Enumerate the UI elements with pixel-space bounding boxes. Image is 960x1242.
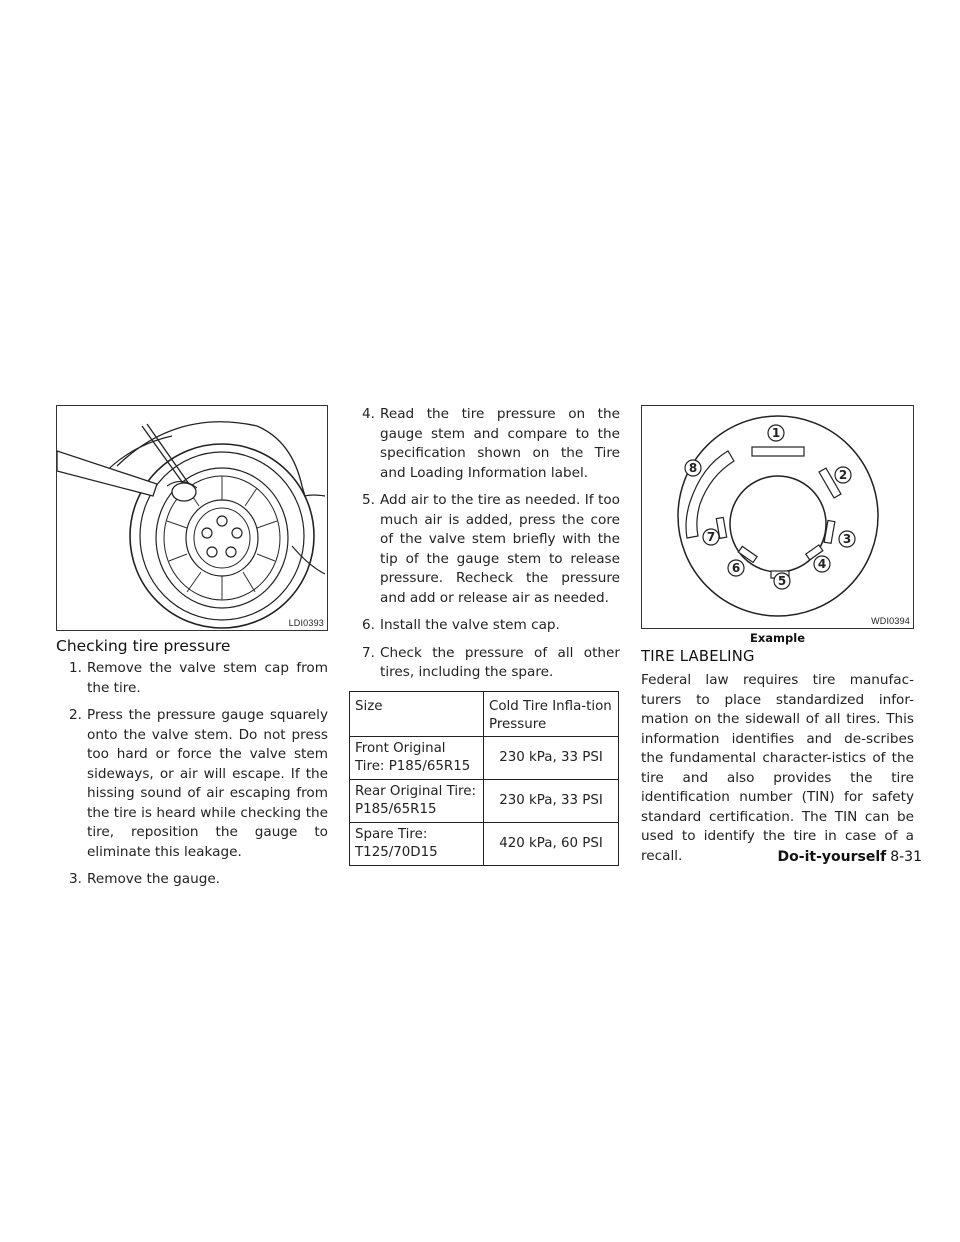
label-2: 2 bbox=[838, 468, 848, 482]
table-header-row bbox=[350, 691, 619, 736]
label-3: 3 bbox=[842, 532, 852, 546]
figure-code: LDI0393 bbox=[288, 618, 324, 628]
steps-list-middle bbox=[349, 405, 620, 683]
figure-caption: Example bbox=[750, 631, 805, 645]
table-cell-pressure: 230 kPa, 33 PSI bbox=[484, 736, 619, 779]
footer-section: Do-it-yourself bbox=[777, 849, 887, 865]
tire-pressure-table bbox=[349, 691, 619, 866]
label-5: 5 bbox=[777, 574, 787, 588]
label-6: 6 bbox=[731, 561, 741, 575]
tire-wheel-drawing bbox=[57, 406, 327, 630]
label-8: 8 bbox=[688, 461, 698, 475]
label-1: 1 bbox=[771, 426, 781, 440]
table-header-pressure: Cold Tire Infla-tion Pressure bbox=[484, 691, 619, 736]
step-item: 5. Add air to the tire as needed. If too much air is added, press the core of the valve stem briefly with the tip of the gauge stem to release pressure. Recheck the pressure and add or release air as needed. bbox=[362, 492, 620, 606]
table-cell-size: Spare Tire: T125/70D15 bbox=[350, 822, 484, 865]
table-row bbox=[350, 736, 619, 779]
steps-list-left bbox=[56, 659, 328, 890]
section-title: Checking tire pressure bbox=[56, 637, 231, 655]
left-column bbox=[56, 405, 328, 898]
step-item: 3. Remove the gauge. bbox=[69, 871, 221, 887]
right-column bbox=[641, 405, 914, 866]
step-item: 2. Press the pressure gauge squarely onto the valve stem. Do not press too hard or force the valve stem sideways, or air will escape. If the hissing sound of air escaping from the tire is heard while checking the tire, reposition the gauge to eliminate this leakage. bbox=[69, 707, 328, 860]
page-footer bbox=[778, 849, 922, 865]
label-7: 7 bbox=[706, 530, 716, 544]
step-item: 4. Read the tire pressure on the gauge stem and compare to the specification shown on the Tire and Loading Information label. bbox=[362, 406, 620, 481]
table-row bbox=[350, 779, 619, 822]
table-cell-pressure: 230 kPa, 33 PSI bbox=[484, 779, 619, 822]
table-header-size: Size bbox=[350, 691, 484, 736]
middle-column bbox=[349, 405, 620, 866]
table-cell-size: Front Original Tire: P185/65R15 bbox=[350, 736, 484, 779]
tire-gauge-illustration bbox=[56, 405, 328, 631]
page-number: 8-31 bbox=[890, 849, 922, 865]
step-item: 1. Remove the valve stem cap from the tire. bbox=[69, 660, 328, 696]
sidewall-drawing bbox=[642, 406, 913, 628]
tire-sidewall-diagram bbox=[641, 405, 914, 629]
step-item: 7. Check the pressure of all other tires, including the spare. bbox=[362, 644, 620, 680]
label-4: 4 bbox=[817, 557, 827, 571]
body-paragraph: Federal law requires tire manufac-turers to place standardized infor-mation on the sidewall of all tires. This information identifies and de-scribes the fundamental character-istics of the tire and also provides the tire identification number (TIN) for safety standard certification. The TIN can be used to identify the tire in case of a recall. bbox=[641, 672, 914, 864]
table-cell-size: Rear Original Tire: P185/65R15 bbox=[350, 779, 484, 822]
section-heading: TIRE LABELING bbox=[641, 648, 755, 665]
step-item: 6. Install the valve stem cap. bbox=[362, 617, 560, 633]
table-row bbox=[350, 822, 619, 865]
figure-code: WDI0394 bbox=[871, 616, 910, 626]
table-cell-pressure: 420 kPa, 60 PSI bbox=[484, 822, 619, 865]
